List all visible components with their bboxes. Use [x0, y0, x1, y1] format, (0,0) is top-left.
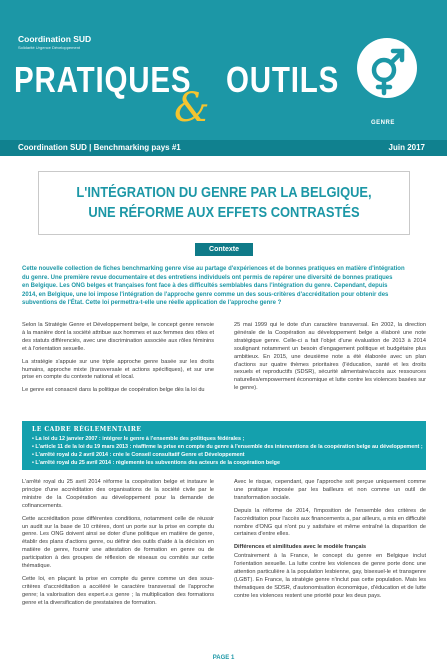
logo-name: Coordination SUD — [18, 34, 92, 44]
regulatory-item: • L'article 11 de la loi du 19 mars 2013 : réaffirme la prise en compte du genre à l'ensemble des interventions de la coopération belge au développement ; — [32, 444, 423, 450]
series-label: Coordination SUD | Benchmarking pays #1 — [18, 143, 181, 152]
paragraph: Avec le risque, cependant, que l'approche soit perçue uniquement comme une pratique imposée par les bailleurs et non comme un outil de transformation sociale. — [234, 479, 426, 501]
intro-line: du genre. Une première revue documentaire et des entretiens individuels ont permis de repérer une diversité de bonnes pratiques — [22, 274, 393, 281]
issue-date: Juin 2017 — [388, 143, 425, 152]
paragraph: Selon la Stratégie Genre et Développement belge, le concept genre renvoie à la manière dont la société attribue aux hommes et aux femmes des rôles et des statuts différenciés, avec une discrimination associée aux rôles féminins et à l'orientation sexuelle. — [22, 322, 214, 352]
left-column-bottom — [22, 479, 214, 613]
intro-line: en Belgique. Les ONG belges et françaises font face à des difficultés semblables dans l'intégration du genre. Cependant, depuis — [22, 283, 388, 290]
logo — [18, 34, 91, 50]
paragraph: Contrairement à la France, le concept du genre en Belgique inclut l'orientation sexuelle. La lutte contre les violences de genre porte donc une attention particulière à la population lesbienne, gay, bisexuel-le et transgenre (LGBT). En France, la stratégie genre n'inclut pas cette population. Mais les thématiques de SDSR, d'autonomisation économique, d'éducation et de lutte contre les violences restent une priorité pour les deux pays. — [234, 553, 426, 599]
paragraph: 25 mai 1999 qui le dote d'un caractère transversal. En 2002, la direction générale de la Coopération au développement belge a élaboré une note stratégique genre. Celle-ci a fait l'objet d'une évaluation de 2013 à 2014 soulignant notamment un besoin d'engagement politique et budgétaire plus ambitieux. En 2015, une deuxième note a été élaborée avec un plan d'actions sur quatre thèmes prioritaires (l'éducation, santé et les droits sexuels et reproductifs (SDSR), sécurité alimentaire/accès aux ressources naturelles/empowerment économique et lutte contre les violences basées sur le genre). — [234, 322, 426, 392]
paragraph: Cette accréditation pose différentes conditions, notamment celle de réussir un audit sur la base de 10 critères, dont un porte sur la prise en compte du genre. Les ONG doivent ainsi se doter d'une politique en matière de genre, établir des plans d'actions genre, ou définir des outils d'aide à la décision en matière de genre, fournir une attestation de formation en genre ou de participation à des groupes de réflexion de réseaux ou comités sur cette thématique. — [22, 515, 214, 570]
gender-symbol-icon — [357, 38, 417, 98]
regulatory-item: • La loi du 12 janvier 2007 : intégrer le genre à l'ensemble des politiques fédérales ; — [32, 436, 245, 442]
article-title-line2: UNE RÉFORME AUX EFFETS CONTRASTÉS — [88, 204, 360, 221]
regulatory-framework-title: LE CADRE RÉGLEMENTAIRE — [32, 426, 142, 433]
title-ampersand: & — [174, 85, 210, 131]
page-number: PAGE 1 — [212, 655, 235, 661]
right-column-bottom — [234, 479, 426, 606]
title-pratiques: PRATIQUES — [14, 59, 192, 100]
regulatory-item: • L'arrêté royal du 25 avril 2014 : règlemente les subventions des acteurs de la coopération belge — [32, 460, 280, 466]
right-column-top — [234, 322, 426, 398]
context-label: Contexte — [195, 243, 253, 256]
paragraph: Depuis la réforme de 2014, l'imposition de l'ensemble des critères de l'accréditation pour l'accès aux financements a, par ailleurs, a mis en difficulté nombre d'ONG qui n'ont pu y satisfaire et même entraîné la disparition de certaines d'entre elles. — [234, 507, 427, 538]
intro-line: Cette nouvelle collection de fiches benchmarking genre vise au partage d'expériences et de bonnes pratiques en matière d'intégration — [22, 266, 405, 272]
title-outils: OUTILS — [226, 59, 340, 100]
regulatory-item: • L'arrêté royal du 2 avril 2014 : crée le Conseil consultatif Genre et Développement — [32, 452, 245, 458]
article-title-box — [38, 171, 410, 235]
paragraph: La stratégie s'appuie sur une triple approche genre basée sur les droits humains, approche mixte (transversale et actions spécifiques), et sur une prise en compte du contexte national et local. — [22, 358, 214, 381]
paragraph: Le genre est consacré dans la politique de coopération belge dès la loi du — [22, 387, 205, 394]
regulatory-framework-box — [22, 421, 426, 470]
intro-paragraph — [22, 265, 427, 308]
paragraph: Cette loi, en plaçant la prise en compte du genre comme un des sous-critères d'accréditation a accéléré le caractère transversal de l'approche genre; la valorisation des expert.e.s genre ; la multiplication des formations genre et la diversification de prestataires de formation. — [22, 575, 214, 606]
section-subheading: Différences et similitudes avec le modèle français — [234, 544, 367, 551]
intro-line: 2014, en Belgique, une loi impose l'intégration de l'approche genre comme un des sous-critères d'accréditation pour obtenir des — [22, 291, 389, 298]
gender-label: GENRE — [371, 120, 395, 126]
left-column-top — [22, 322, 214, 400]
article-title-line1: L'INTÉGRATION DU GENRE PAR LA BELGIQUE, — [76, 184, 372, 201]
header-banner — [0, 0, 447, 140]
logo-tagline: Solidarité Urgence Développement — [18, 45, 81, 50]
intro-line: subventions de l'État. Cette loi permettra-t-elle une réelle application de l'approche genre ? — [22, 300, 282, 307]
sub-header-bar — [0, 140, 447, 156]
paragraph: L'arrêté royal du 25 avril 2014 réforme la coopération belge et instaure le principe d'une accréditation des organisations de la société civile par le ministre de la Coopération au développement pour la demande de cofinancements. — [22, 479, 214, 509]
